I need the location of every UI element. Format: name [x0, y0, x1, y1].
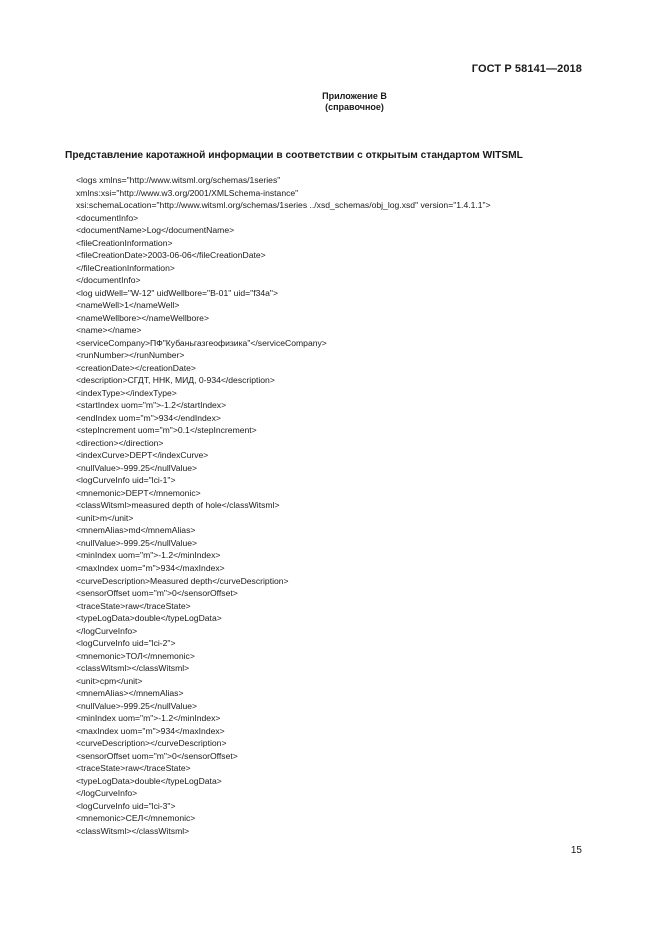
xml-line: <nullValue>-999.25</nullValue> — [76, 537, 198, 548]
xml-line: <traceState>raw</traceState> — [76, 600, 191, 611]
xml-listing — [76, 174, 596, 837]
xml-line: <documentName>Log</documentName> — [76, 225, 235, 236]
xml-line: </logCurveInfo> — [76, 788, 138, 799]
xml-line: <runNumber></runNumber> — [76, 350, 185, 361]
xml-line: <maxIndex uom="m">934</maxIndex> — [76, 725, 225, 736]
xml-line: <nameWellbore></nameWellbore> — [76, 312, 209, 323]
xml-line: <sensorOffset uom="m">0</sensorOffset> — [76, 588, 238, 599]
standard-code: ГОСТ Р 58141—2018 — [471, 63, 582, 75]
xml-line: <logCurveInfo uid="lci-3"> — [76, 800, 176, 811]
annex-title: Приложение В — [322, 91, 387, 101]
xml-line: <name></name> — [76, 325, 142, 336]
xml-line: <nullValue>-999.25</nullValue> — [76, 462, 198, 473]
xml-line: <curveDescription></curveDescription> — [76, 738, 227, 749]
xml-line: <log uidWell="W-12" uidWellbore="B-01" uid="f34a"> — [76, 287, 278, 298]
annex-heading — [0, 91, 661, 113]
xml-line: <classWitsml></classWitsml> — [76, 825, 190, 836]
xml-line: <nameWell>1</nameWell> — [76, 300, 180, 311]
xml-line: <mnemAlias></mnemAlias> — [76, 688, 184, 699]
xml-line: <documentInfo> — [76, 212, 139, 223]
xml-line: <curveDescription>Measured depth</curveDescription> — [76, 575, 289, 586]
xml-line: <typeLogData>double</typeLogData> — [76, 775, 222, 786]
xml-line: <minIndex uom="m">-1.2</minIndex> — [76, 713, 221, 724]
xml-line: <unit>m</unit> — [76, 512, 134, 523]
xml-line: <classWitsml>measured depth of hole</classWitsml> — [76, 500, 280, 511]
xml-line: </logCurveInfo> — [76, 625, 138, 636]
xml-line: <mnemonic>DEPT</mnemonic> — [76, 487, 201, 498]
xml-line: <maxIndex uom="m">934</maxIndex> — [76, 562, 225, 573]
xml-line: xsi:schemaLocation="http://www.witsml.org/schemas/1series ../xsd_schemas/obj_log.xsd" version="1.4.1.1"> — [76, 200, 491, 211]
xml-line: <mnemAlias>md</mnemAlias> — [76, 525, 196, 536]
xml-line: <nullValue>-999.25</nullValue> — [76, 700, 198, 711]
xml-line: <classWitsml></classWitsml> — [76, 663, 190, 674]
xml-line: <traceState>raw</traceState> — [76, 763, 191, 774]
xml-line: <fileCreationDate>2003-06-06</fileCreationDate> — [76, 250, 266, 261]
section-title: Представление каротажной информации в соответствии с открытым стандартом WITSML — [65, 150, 523, 161]
xml-line: <logCurveInfo uid="lci-1"> — [76, 475, 176, 486]
xml-line: <minIndex uom="m">-1.2</minIndex> — [76, 550, 221, 561]
xml-line: <indexType></indexType> — [76, 387, 177, 398]
xml-line: <description>СГДТ, ННК, МИД, 0-934</description> — [76, 375, 275, 386]
xml-line: <creationDate></creationDate> — [76, 362, 196, 373]
xml-line: <startIndex uom="m">-1.2</startIndex> — [76, 400, 227, 411]
xml-line: <indexCurve>DEPT</indexCurve> — [76, 450, 209, 461]
xml-line: </documentInfo> — [76, 275, 141, 286]
xml-line: <unit>cpm</unit> — [76, 675, 143, 686]
page-number: 15 — [570, 845, 582, 856]
xml-line: <fileCreationInformation> — [76, 237, 173, 248]
xml-line: <direction></direction> — [76, 437, 164, 448]
xml-line: <mnemonic>ТОЛ</mnemonic> — [76, 650, 195, 661]
xml-line: <logs xmlns="http://www.witsml.org/schemas/1series" — [76, 175, 281, 185]
xml-line: <sensorOffset uom="m">0</sensorOffset> — [76, 750, 238, 761]
xml-line: xmlns:xsi="http://www.w3.org/2001/XMLSchema-instance" — [76, 187, 299, 198]
xml-line: <serviceCompany>ПФ"Кубаньгазгеофизика"</serviceCompany> — [76, 337, 327, 348]
annex-subtitle: (справочное) — [325, 102, 384, 112]
xml-line: <stepIncrement uom="m">0.1</stepIncrement> — [76, 425, 257, 436]
xml-line: <endIndex uom="m">934</endIndex> — [76, 412, 221, 423]
xml-line: <logCurveInfo uid="lci-2"> — [76, 638, 176, 649]
xml-line: <typeLogData>double</typeLogData> — [76, 613, 222, 624]
xml-line: <mnemonic>СЕЛ</mnemonic> — [76, 813, 196, 824]
xml-line: </fileCreationInformation> — [76, 262, 175, 273]
